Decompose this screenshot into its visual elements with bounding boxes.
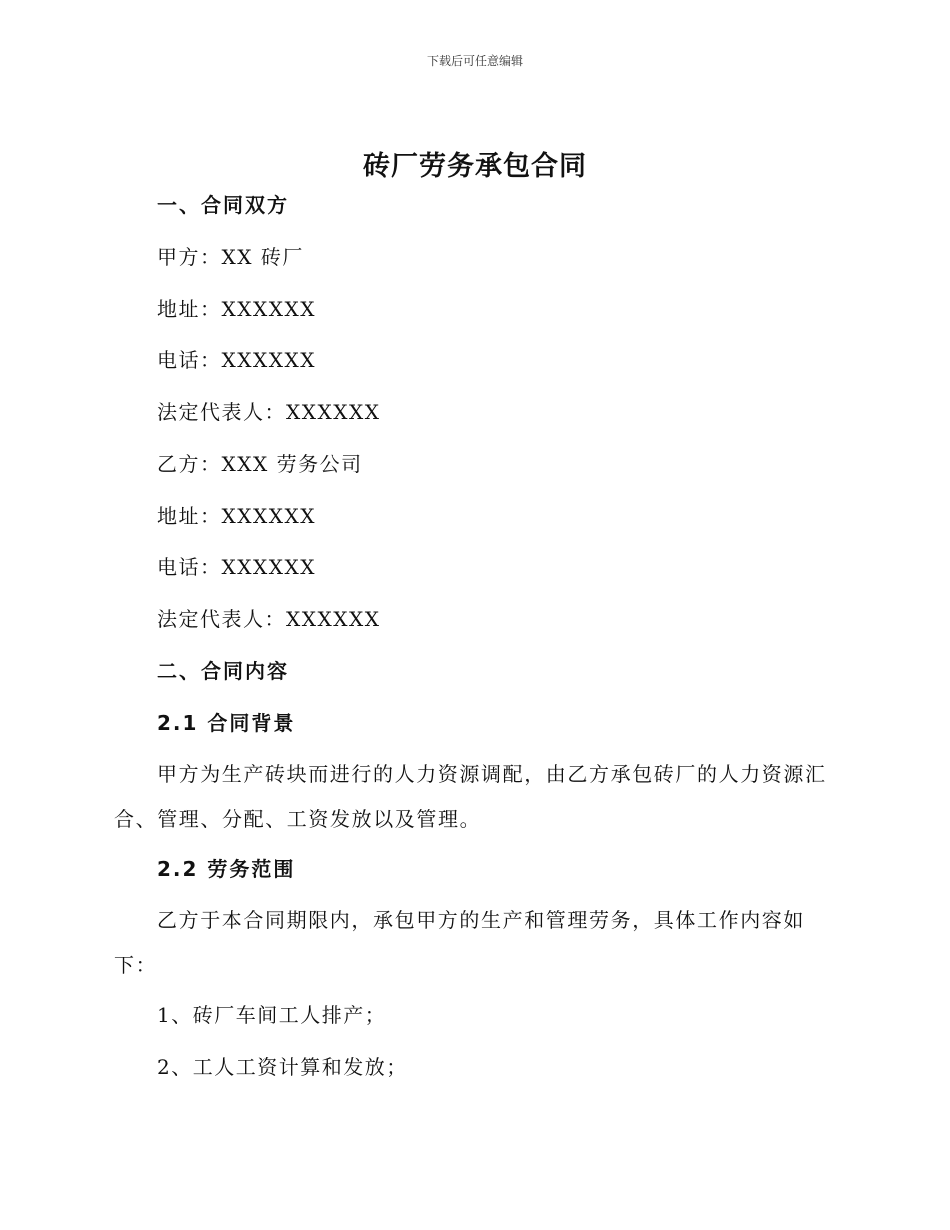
subsection-2-2-text: 乙方于本合同期限内，承包甲方的生产和管理劳务，具体工作内容如下： [114,908,805,977]
party-b-address: 地址：XXXXXX [157,504,316,528]
subsection-2-1-heading: 2.1 合同背景 [157,711,296,735]
party-a-name: 甲方：XX 砖厂 [157,245,304,269]
party-b-phone: 电话：XXXXXX [157,555,316,579]
party-a-address: 地址：XXXXXX [157,297,316,321]
list-item: 2、工人工资计算和发放； [157,1055,408,1079]
party-a-phone: 电话：XXXXXX [157,348,316,372]
party-a-representative: 法定代表人：XXXXXX [157,400,381,424]
party-b-representative: 法定代表人：XXXXXX [157,607,381,631]
header-note: 下载后可任意编辑 [426,54,523,68]
list-item: 1、砖厂车间工人排产； [157,1003,387,1027]
section2-heading: 二、合同内容 [157,659,289,683]
section1-heading: 一、合同双方 [157,193,289,217]
document-title: 砖厂劳务承包合同 [363,151,587,182]
party-b-name: 乙方：XXX 劳务公司 [157,452,363,476]
subsection-2-2-heading: 2.2 劳务范围 [157,857,296,881]
subsection-2-1-text: 甲方为生产砖块而进行的人力资源调配，由乙方承包砖厂的人力资源汇合、管理、分配、工资发放以及管理。 [114,762,827,831]
